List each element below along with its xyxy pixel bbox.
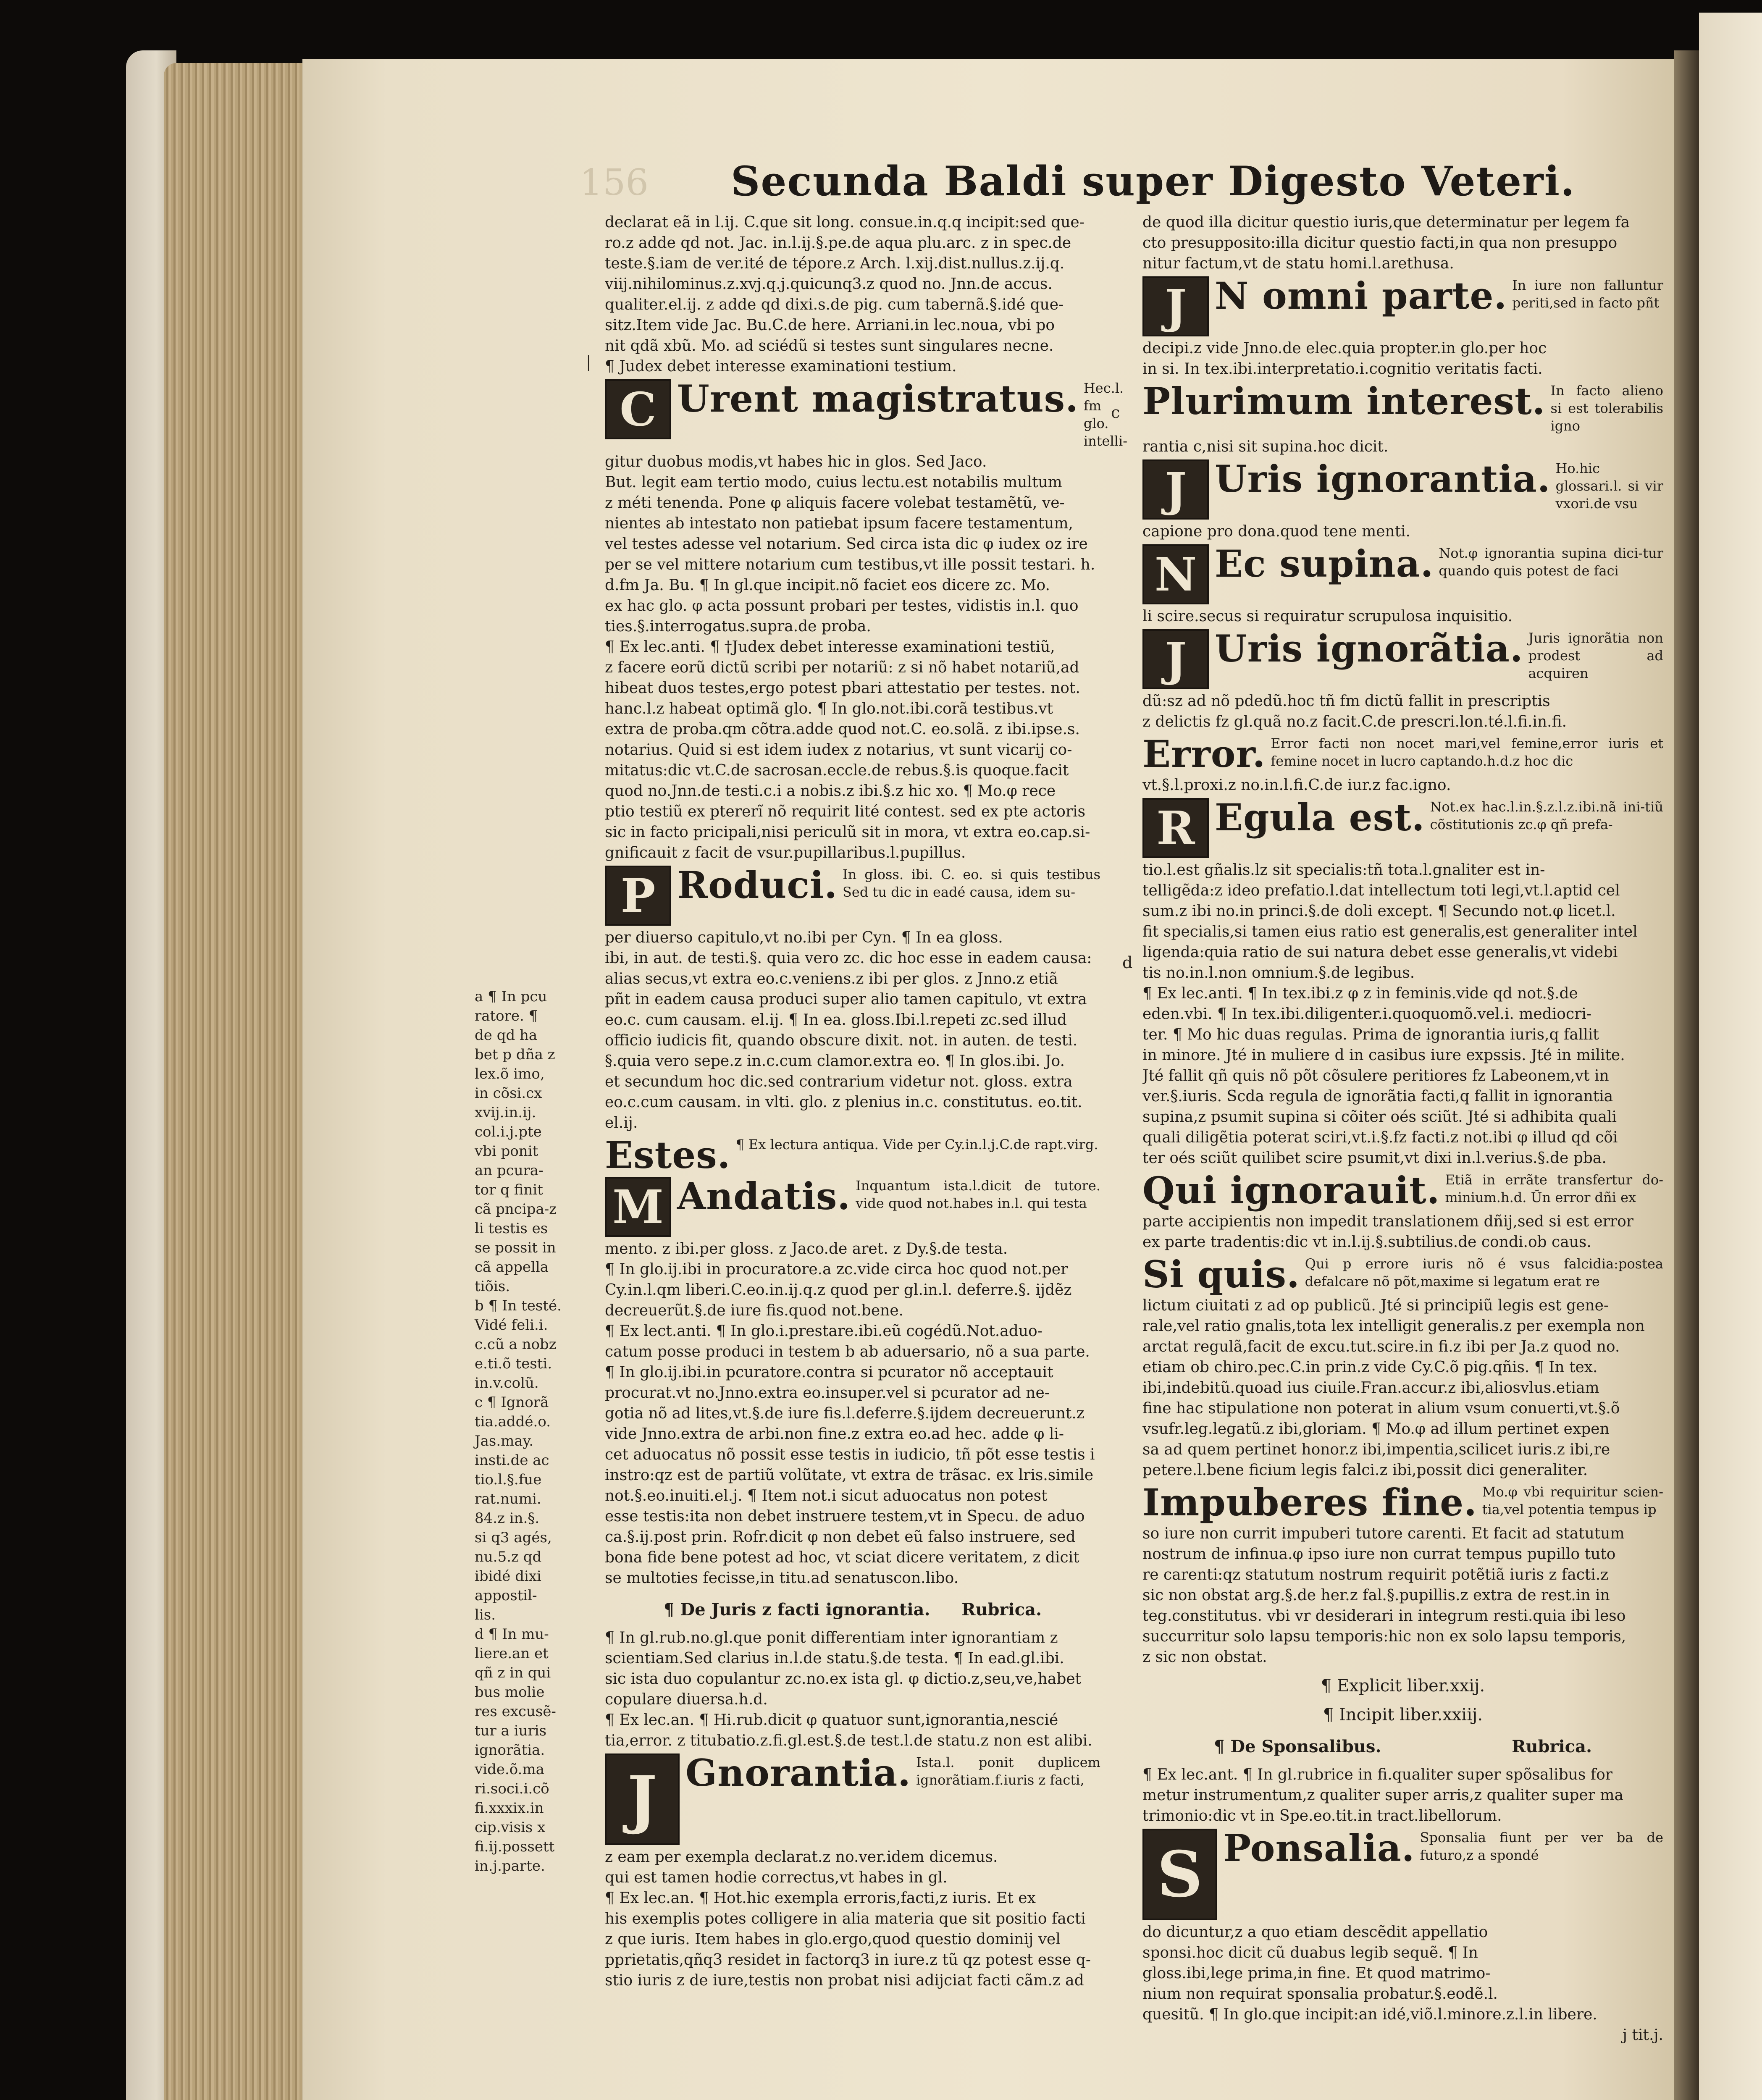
margin-note-line: tiõis.	[475, 1278, 510, 1295]
margin-note-line: lex.õ imo,	[475, 1066, 545, 1082]
right-intro-line: de quod illa dicitur questio iuris,que determinatur per legem fa	[1142, 214, 1630, 231]
ignorantia-line: pprietatis,qñq3 residet in factorq3 in iure.z tũ qz potest esse q-	[605, 1951, 1091, 1969]
curent-magistratus-line: sic in facto pricipali,nisi periculũ sit in mora, vt extra eo.cap.si-	[605, 824, 1090, 841]
produci-line: pñt in eadem causa produci super alio tamen capitulo, vt extra	[605, 991, 1087, 1008]
produci-line: eo.c. cum causam. el.ij. ¶ In ea. gloss.Ibi.l.repeti zc.sed illud	[605, 1011, 1067, 1029]
margin-note-line: lis.	[475, 1606, 496, 1623]
mandatis-line: se multoties fecisse,in titu.ad senatuscon.libo.	[605, 1570, 959, 1587]
produci-line: et secundum hoc dic.sed contrarium videtur not. gloss. extra	[605, 1073, 1073, 1090]
right-section-10-line: sic non obstat arg.§.de her.z fal.§.pupillis.z extra de rest.in in	[1142, 1587, 1610, 1604]
right-section-2-lemma: Plurimum interest.	[1142, 379, 1546, 423]
right-section-4-line: li scire.secus si requiratur scrupulosa inquisitio.	[1142, 608, 1513, 625]
book-gutter	[1674, 50, 1699, 2100]
ignorantia-line: ¶ Ex lec.an. ¶ Hot.hic exempla erroris,facti,z iuris. Et ex	[605, 1890, 1036, 1907]
sponsalia-lemma-row	[1142, 1826, 1663, 1920]
sponsalia-lemma: Ponsalia.	[1223, 1826, 1415, 1870]
right-section-9-lemma: Si quis.	[1142, 1252, 1300, 1296]
produci-lemma: Roduci.	[677, 863, 838, 907]
right-section-9-line: sa ad quem pertinet honor.z ibi,impentia,scilicet iuris.z ibi,re	[1142, 1441, 1610, 1458]
produci-note: In gloss. ibi. C. eo. si quis testibus Sed tu dic in eadé causa, idem su-	[843, 866, 1100, 900]
curent-magistratus-line: z méti tenenda. Pone φ aliquis facere volebat testamẽtũ, ve-	[605, 494, 1065, 512]
testes-lemma: Estes.	[605, 1133, 731, 1177]
right-section-7-line: sum.z ibi no.in princi.§.de doli except. ¶ Secundo not.φ licet.l.	[1142, 903, 1616, 920]
right-section-1-initial: J	[1142, 276, 1209, 336]
mandatis-lemma: Andatis.	[677, 1174, 851, 1218]
margin-note-line: c.cũ a nobz	[475, 1336, 557, 1353]
right-section-10-line: re carenti:qz statutum nostrum requirit potẽtiã iuris z facti.z	[1142, 1566, 1609, 1583]
margin-note-line: cip.visis x	[475, 1819, 546, 1836]
right-section-7-line: supina,z psumit supina si cõiter oés sciũt. Jté si adhibita quali	[1142, 1108, 1617, 1126]
margin-note-line: a ¶ In pcu	[475, 988, 547, 1005]
margin-note-line: c ¶ Ignorã	[475, 1394, 549, 1411]
right-rubric-line: trimonio:dic vt in Spe.eo.tit.in tract.libellorum.	[1142, 1807, 1502, 1824]
right-section-5-line: dũ:sz ad nõ pdedũ.hoc tñ fm dictũ fallit in prescriptis	[1142, 693, 1550, 710]
ignorantia-initial: J	[605, 1754, 680, 1845]
margin-note-line: tia.addé.o.	[475, 1413, 551, 1430]
mandatis-line: Cy.in.l.qm liberi.C.eo.in.ij.q.z quod per gl.in.l. deferre.§. ijdẽz	[605, 1281, 1072, 1299]
margin-note-line: b ¶ In testé.	[475, 1297, 562, 1314]
right-section-10-line: so iure non currit impuberi tutore carenti. Et facit ad statutum	[1142, 1525, 1625, 1542]
right-section-10-line: succurritur solo lapsu temporis:hic non ex solo lapsu temporis,	[1142, 1628, 1626, 1645]
note-letter-c: c	[1111, 403, 1120, 422]
curent-magistratus-line: hanc.l.z habeat optimã glo. ¶ In glo.not.ibi.corã testibus.vt	[605, 700, 1053, 717]
margin-note-line: e.ti.õ testi.	[475, 1355, 552, 1372]
mandatis-initial: M	[605, 1177, 671, 1237]
mandatis-line: ¶ In glo.ij.ibi.in pcuratore.contra si pcurator nõ acceptauit	[605, 1364, 1053, 1381]
right-section-2-line: rantia c,nisi sit supina.hoc dicit.	[1142, 438, 1389, 455]
facing-page-edge	[1699, 13, 1762, 2100]
testes-note: ¶ Ex lectura antiqua. Vide per Cy.in.l.j.C.de rapt.virg.	[735, 1137, 1098, 1152]
margin-note-line: an pcura-	[475, 1162, 544, 1179]
running-head: Secunda Baldi super Digesto Veteri.	[731, 158, 1576, 205]
right-section-9-line: vsufr.leg.legatũ.z ibi,gloriam. ¶ Mo.φ ad illum pertinet expen	[1142, 1420, 1610, 1438]
margin-note-line: in.j.parte.	[475, 1858, 545, 1874]
ignorantia-line: qui est tamen hodie correctus,vt habes in gl.	[605, 1869, 948, 1886]
margin-note-line: ratore. ¶	[475, 1008, 538, 1024]
ignorantia-line: his exemplis potes colligere in alia materia que sit positio facti	[605, 1910, 1086, 1927]
left-rubric-line: sic ista duo copulantur zc.no.ex ista gl. φ dictio.z,seu,ve,habet	[605, 1670, 1082, 1688]
left-rubric-line: tia,error. z titubatio.z.fi.gl.est.§.de test.l.de statu.z non est alibi.	[605, 1732, 1092, 1749]
left-rubric-label: Rubrica.	[961, 1600, 1042, 1620]
left-intro-line: teste.§.iam de ver.ité de tépore.z Arch. l.xij.dist.nullus.z.ij.q.	[605, 255, 1065, 272]
margin-note-line: bet p dña z	[475, 1046, 555, 1063]
margin-note-line: in.v.colũ.	[475, 1375, 539, 1391]
right-section-7-line: quali diligẽtia poterat sciri,vt.i.§.fz facti.z not.ibi φ illud qd cõi	[1142, 1129, 1618, 1146]
mandatis-line: catum posse produci in testem b ab aduersario, nõ a sua parte.	[605, 1343, 1090, 1360]
mandatis-line: decreuerũt.§.de iure fis.quod not.bene.	[605, 1302, 904, 1319]
left-intro-line: qualiter.el.ij. z adde qd dixi.s.de pig. cum tabernã.§.idé que-	[605, 296, 1064, 313]
right-section-6-lemma: Error.	[1142, 732, 1266, 776]
right-section-10-line: nostrum de infinua.φ ipso iure non currat tempus pupillo tuto	[1142, 1546, 1616, 1563]
left-rubric-title: ¶ De Juris z facti ignorantia.	[664, 1600, 930, 1620]
margin-note-line: nu.5.z qd	[475, 1549, 542, 1565]
curent-magistratus-line: d.fm Ja. Bu. ¶ In gl.que incipit.nõ faciet eos dicere zc. Mo.	[605, 577, 1050, 594]
margin-note-line: ri.soci.i.cõ	[475, 1780, 549, 1797]
left-intro-line: ro.z adde qd not. Jac. in.l.ij.§.pe.de aqua plu.arc. z in spec.de	[605, 234, 1071, 252]
mandatis-line: ca.§.ij.post prin. Rofr.dicit φ non debet eũ falso instruere, sed	[605, 1528, 1076, 1546]
right-section-9-line: lictum ciuitati z ad op publicũ. Jté si principiũ legis est gene-	[1142, 1297, 1609, 1314]
curent-magistratus-line: hibeat duos testes,ergo potest pbari attestatio per testes. not.	[605, 680, 1080, 697]
mandatis-line: procurat.vt no.Jnno.extra eo.insuper.vel si pcurator ad ne-	[605, 1384, 1050, 1402]
ignorantia-note: Ista.l. ponit duplicem ignorãtiam.f.iuris z facti,	[916, 1754, 1100, 1788]
left-rubric-line: ¶ Ex lec.an. ¶ Hi.rub.dicit φ quatuor sunt,ignorantia,nescié	[605, 1712, 1058, 1729]
right-section-7-line: telligẽda:z ideo prefatio.l.dat intellectum toti legi,vt.l.aptid cel	[1142, 882, 1620, 899]
mandatis-line: bona fide bene potest ad hoc, vt sciat dicere veritatem, z dicit	[605, 1549, 1079, 1566]
margin-note-line: se possit in	[475, 1239, 556, 1256]
ghost-folio: 156	[580, 162, 649, 204]
produci-line: per diuerso capitulo,vt no.ibi per Cyn. ¶ In ea gloss.	[605, 929, 1003, 946]
right-section-3-initial: J	[1142, 459, 1209, 520]
ignorantia-lemma-row	[605, 1751, 1100, 1845]
mandatis-note: Inquantum ista.l.dicit de tutore. vide quod not.habes in.l. qui testa	[856, 1178, 1100, 1211]
right-section-7-initial: R	[1142, 798, 1209, 858]
produci-line: ibi, in aut. de testi.§. quia vero zc. dic hoc esse in eadem causa:	[605, 950, 1092, 967]
right-section-3-note: Ho.hic glossari.l. si vir vxori.de vsu	[1555, 460, 1663, 512]
left-intro-line: viij.nihilominus.z.xvj.q.j.quicunq3.z quod no. Jnn.de accus.	[605, 276, 1053, 293]
right-section-7-lemma: Egula est.	[1215, 795, 1425, 839]
right-rubric-title: ¶ De Sponsalibus.	[1214, 1737, 1381, 1756]
margin-note-line: res excusẽ-	[475, 1703, 556, 1720]
sponsalia-line: quesitũ. ¶ In glo.que incipit:an idé,viõ.l.minore.z.l.in libere.	[1142, 2006, 1597, 2023]
mandatis-line: esse testis:ita non debet instruere testem,vt in Specu. de aduo	[605, 1508, 1085, 1525]
mandatis-line: vide Jnno.extra de arbi.non fine.z extra eo.ad hec. adde φ li-	[605, 1425, 1064, 1443]
margin-note-line: col.i.j.pte	[475, 1124, 542, 1140]
right-section-7-line: in minore. Jté in muliere d in casibus iure expssis. Jté in milite.	[1142, 1047, 1625, 1064]
produci-initial: P	[605, 866, 671, 926]
right-section-5-line: z delictis fz gl.quã no.z facit.C.de prescri.lon.té.l.fi.in.fi.	[1142, 713, 1567, 730]
right-section-7-line: ¶ Ex lec.anti. ¶ In tex.ibi.z φ z in feminis.vide qd not.§.de	[1142, 985, 1578, 1002]
right-section-6-note: Error facti non nocet mari,vel femine,error iuris et femine nocet in lucro captando.h.d.z hoc dic	[1271, 735, 1663, 769]
margin-note-line: vbi ponit	[475, 1143, 538, 1160]
curent-magistratus-line: notarius. Quid si est idem iudex z notarius, vt sunt vicarij co-	[605, 741, 1072, 759]
right-section-7-line: fit specialis,si tamen eius ratio est generalis,est generaliter intel	[1142, 923, 1638, 940]
margin-note-line: fi.ij.possett	[475, 1838, 555, 1855]
right-rubric	[1214, 1736, 1592, 1757]
right-section-7-line: ligenda:quia ratio de sui natura debet esse generalis,vt videbi	[1142, 944, 1618, 961]
ignorantia-line: stio iuris z de iure,testis non probat nisi adijciat facti cãm.z ad	[605, 1972, 1084, 1989]
right-section-9-line: petere.l.bene ficium legis falci.z ibi,possit dici generaliter.	[1142, 1462, 1588, 1479]
produci-lemma-row	[605, 863, 1100, 926]
margin-note-line: Vidé feli.i.	[475, 1317, 548, 1334]
margin-note-line: qñ z in qui	[475, 1664, 551, 1681]
margin-note-line: si q3 agés,	[475, 1529, 552, 1546]
right-section-3-lemma: Uris ignorantia.	[1215, 457, 1551, 501]
curent-magistratus-line: extra de proba.qm cõtra.adde quod not.C. eo.solã. z ibi.ipse.s.	[605, 721, 1080, 738]
mandatis-line: gotia nõ ad lites,vt.§.de iure fis.l.deferre.§.ijdem decreuerunt.z	[605, 1405, 1085, 1422]
right-section-8-lemma: Qui ignorauit.	[1142, 1168, 1440, 1212]
curent-magistratus-line: quod no.Jnn.de testi.c.i a nobis.z ibi.§.z hic xo. ¶ Mo.φ rece	[605, 782, 1056, 800]
right-section-10-lemma: Impuberes fine.	[1142, 1480, 1477, 1524]
curent-magistratus-note: Hec.l. fm glo. intelli-	[1083, 380, 1127, 449]
ignorantia-line: z que iuris. Item habes in glo.ergo,quod questio dominij vel	[605, 1931, 1061, 1948]
right-section-7-lemma-row	[1142, 795, 1663, 858]
right-section-7-line: ter oés sciũt quilibet scire psumit,vt dixi in.l.verius.§.de pba.	[1142, 1150, 1607, 1167]
sponsalia-initial: S	[1142, 1829, 1217, 1920]
right-section-2-lemma-row	[1142, 379, 1663, 435]
curent-magistratus-initial: C	[605, 379, 671, 439]
right-section-9-line: rale,vel ratio gnalis,tota lex intelligit generalis.z per exempla non	[1142, 1318, 1645, 1335]
margin-note-line: li testis es	[475, 1220, 548, 1237]
mandatis-line: instro:qz est de partiũ volũtate, vt extra de trãsac. ex lris.simile	[605, 1467, 1094, 1484]
right-section-9-line: ibi,indebitũ.quoad ius ciuile.Fran.accur.z ibi,aliosvlus.etiam	[1142, 1379, 1599, 1396]
right-section-6-lemma-row	[1142, 732, 1663, 776]
right-section-6-line: vt.§.l.proxi.z no.in.l.fi.C.de iur.z fac.igno.	[1142, 777, 1451, 794]
right-section-5-lemma: Uris ignorãtia.	[1215, 627, 1523, 670]
right-section-4-lemma-row	[1142, 544, 1663, 604]
margin-note-line: 84.z in.§.	[475, 1510, 540, 1527]
right-section-7-line: tis no.in.l.non omnium.§.de legibus.	[1142, 964, 1415, 982]
margin-note-line: de qd ha	[475, 1027, 538, 1044]
ignorantia-lemma: Gnorantia.	[685, 1751, 911, 1795]
left-intro-line: declarat eã in l.ij. C.que sit long. consue.in.q.q incipit:sed que-	[605, 214, 1085, 231]
margin-note-line: tor q finit	[475, 1181, 543, 1198]
right-section-8-line: parte accipientis non impedit translationem dñij,sed si est error	[1142, 1213, 1633, 1230]
left-intro-line: nit qdã xbũ. Mo. ad sciédũ si testes sunt singulares necne.	[605, 337, 1054, 354]
curent-magistratus-line: ptio testiũ ex ptererĩ nõ requirit lité contest. sed ex pte actoris	[605, 803, 1086, 820]
margin-note-line: cã appella	[475, 1259, 549, 1276]
curent-magistratus-line: ex hac glo. φ acta possunt probari per testes, vidistis in.l. quo	[605, 597, 1079, 614]
margin-note-line: bus molie	[475, 1684, 545, 1701]
curent-magistratus-line: mitatus:dic vt.C.de sacrosan.eccle.de rebus.§.is quoque.facit	[605, 762, 1069, 779]
left-rubric-line: copulare diuersa.h.d.	[605, 1691, 768, 1708]
right-section-10-lemma-row	[1142, 1480, 1663, 1524]
sponsalia-line: gloss.ibi,lege prima,in fine. Et quod matrimo-	[1142, 1965, 1491, 1982]
curent-magistratus-line: ¶ Ex lec.anti. ¶ †Judex debet interesse examinationi testiũ,	[605, 638, 1055, 656]
margin-note-line: in cõsi.cx	[475, 1085, 542, 1102]
mandatis-line: mento. z ibi.per gloss. z Jaco.de aret. z Dy.§.de testa.	[605, 1240, 1008, 1257]
left-rubric-line: ¶ In gl.rub.no.gl.que ponit differentiam inter ignorantiam z	[605, 1629, 1058, 1646]
produci-line: eo.c.cum causam. in vlti. glo. z plenius in.c. constitutus. eo.tit.	[605, 1094, 1082, 1111]
right-section-1-line: in si. In tex.ibi.interpretatio.i.cognitio veritatis facti.	[1142, 360, 1543, 378]
right-section-9-line: arctat regulã,facit de excu.tut.scire.in fi.z ibi per Ja.z quod no.	[1142, 1338, 1620, 1355]
right-section-7-line: Jté fallit qñ quis nõ põt cõsulere peritiores fz Labeonem,vt in	[1142, 1067, 1609, 1084]
margin-note-line: vide.õ.ma	[475, 1761, 544, 1778]
right-section-9-note: Qui p errore iuris nõ é vsus falcidia:postea defalcare nõ põt,maxime si legatum erat re	[1305, 1256, 1663, 1289]
margin-notes	[475, 987, 575, 1876]
right-section-2-note: In facto alieno si est tolerabilis igno	[1550, 383, 1663, 434]
right-rubric-line: metur instrumentum,z qualiter super arris,z qualiter super ma	[1142, 1787, 1623, 1804]
note-letter-d: d	[1122, 953, 1133, 972]
curent-magistratus-line: gitur duobus modis,vt habes hic in glos. Sed Jaco.	[605, 453, 987, 470]
right-section-8-lemma-row	[1142, 1168, 1663, 1212]
produci-line: el.ij.	[605, 1114, 638, 1131]
sponsalia-line: do dicuntur,z a quo etiam descẽdit appellatio	[1142, 1924, 1488, 1941]
margin-note-line: fi.xxxix.in	[475, 1800, 544, 1816]
curent-magistratus-line: ties.§.interrogatus.supra.de proba.	[605, 618, 871, 635]
ignorantia-line: z eam per exempla declarat.z no.ver.idem dicemus.	[605, 1848, 998, 1866]
right-rubric-label: Rubrica.	[1512, 1737, 1592, 1756]
curent-magistratus-line: nientes ab intestato non patiebat ipsum facere testamentum,	[605, 515, 1074, 532]
right-section-1-line: decipi.z vide Jnno.de elec.quia propter.in glo.per hoc	[1142, 340, 1547, 357]
incipit-liber: ¶ Incipit liber.xxiij.	[1323, 1705, 1483, 1725]
mandatis-line: ¶ In glo.ij.ibi in procuratore.a zc.vide circa hoc quod not.per	[605, 1261, 1068, 1278]
curent-magistratus-line: z facere eorũ dictũ scribi per notariũ: z si nõ habet notariũ,ad	[605, 659, 1079, 676]
right-section-5-initial: J	[1142, 629, 1209, 689]
curent-magistratus-line: vel testes adesse vel notarium. Sed circa ista dic φ iudex oz ire	[605, 536, 1088, 553]
catchword: j tit.j.	[1622, 2026, 1663, 2044]
right-section-9-lemma-row	[1142, 1252, 1663, 1296]
right-section-9-line: etiam ob chiro.pec.C.in prin.z vide Cy.C.õ pig.qñis. ¶ In tex.	[1142, 1359, 1598, 1376]
margin-note-line: cã pncipa-z	[475, 1201, 557, 1218]
margin-note-line: rat.numi.	[475, 1491, 541, 1507]
right-section-1-lemma: N omni parte.	[1215, 274, 1507, 318]
right-section-8-line: ex parte tradentis:dic vt in.l.ij.§.subtilius.de condi.ob caus.	[1142, 1234, 1591, 1251]
testes-lemma-row	[605, 1133, 1100, 1177]
curent-magistratus-line: But. legit eam tertio modo, cuius lectu.est notabilis multum	[605, 474, 1062, 491]
margin-note-line: tur a iuris	[475, 1722, 547, 1739]
right-section-7-line: ter. ¶ Mo hic duas regulas. Prima de ignorantia iuris,q fallit	[1142, 1026, 1599, 1043]
curent-magistratus-line: per se vel mittere notarium cum testibus,vt ille possit testari. h.	[605, 556, 1095, 573]
mandatis-line: not.§.eo.inuiti.el.j. ¶ Item not.i sicut aduocatus non potest	[605, 1487, 1048, 1504]
right-rubric-line: ¶ Ex lec.ant. ¶ In gl.rubrice in fi.qualiter super spõsalibus for	[1142, 1766, 1612, 1783]
right-section-7-line: eden.vbi. ¶ In tex.ibi.diligenter.i.quoquomõ.vel.i. mediocri-	[1142, 1005, 1591, 1023]
right-section-8-note: Etiã in errãte transfertur do-minium.h.d. Ũn error dñi ex	[1445, 1172, 1663, 1205]
right-section-10-note: Mo.φ vbi requiritur scien-tia,vel potentia tempus ip	[1482, 1484, 1663, 1517]
mandatis-line: ¶ Ex lect.anti. ¶ In glo.i.prestare.ibi.eũ cogédũ.Not.aduo-	[605, 1323, 1042, 1340]
margin-note-line: ibidé dixi	[475, 1568, 541, 1585]
right-section-3-line: capione pro dona.quod tene menti.	[1142, 523, 1411, 540]
curent-magistratus-lemma-row	[605, 377, 1127, 450]
right-section-1-lemma-row	[1142, 276, 1663, 336]
margin-note-line: liere.an et	[475, 1645, 549, 1662]
sponsalia-note: Sponsalia fiunt per ver ba de futuro,z a spondé	[1420, 1830, 1663, 1863]
margin-note-line: insti.de ac	[475, 1452, 549, 1469]
right-intro-line: cto presupposito:illa dicitur questio facti,in qua non presuppo	[1142, 234, 1618, 252]
left-rubric-line: scientiam.Sed clarius in.l.de statu.§.de testa. ¶ In ead.gl.ibi.	[605, 1650, 1064, 1667]
margin-note-line: appostil-	[475, 1587, 537, 1604]
sponsalia-line: nium non requirat sponsalia probatur.§.eodẽ.l.	[1142, 1985, 1498, 2003]
curent-magistratus-lemma: Urent magistratus.	[677, 377, 1079, 420]
right-section-4-note: Not.φ ignorantia supina dici-tur quando quis potest de faci	[1439, 545, 1663, 579]
right-section-5-lemma-row	[1142, 629, 1663, 689]
produci-line: officio iudicis fit, quando obscure dixit. not. in auten. de testi.	[605, 1032, 1078, 1049]
right-intro-line: nitur factum,vt de statu homi.l.arethusa.	[1142, 255, 1454, 272]
right-text-column	[1142, 212, 1663, 2045]
right-section-7-line: ver.§.iuris. Scda regula de ignorãtia facti,q fallit in ignorantia	[1142, 1088, 1613, 1105]
left-intro-line: ¶ Judex debet interesse examinationi testium.	[605, 358, 957, 375]
right-section-7-line: tio.l.est gñalis.lz sit specialis:tñ tota.l.gnaliter est in-	[1142, 861, 1545, 879]
right-section-7-note: Not.ex hac.l.in.§.z.l.z.ibi.nã ini-tiũ cõstitutionis zc.φ qñ prefa-	[1430, 799, 1663, 832]
left-rubric	[664, 1599, 1042, 1620]
right-section-1-note: In iure non falluntur periti,sed in facto pñt	[1512, 277, 1663, 311]
margin-note-line: Jas.may.	[475, 1433, 534, 1449]
margin-note-line: d ¶ In mu-	[475, 1626, 549, 1643]
margin-note-line: tio.l.§.fue	[475, 1471, 542, 1488]
curent-magistratus-line: gnificauit z facit de vsur.pupillaribus.l.pupillus.	[605, 844, 966, 861]
right-section-3-lemma-row	[1142, 459, 1663, 520]
mandatis-lemma-row	[605, 1174, 1100, 1237]
right-section-4-initial: N	[1142, 544, 1209, 604]
left-text-column	[605, 212, 1127, 1991]
mandatis-line: cet aduocatus nõ possit esse testis in iudicio, tñ põt esse testis i	[605, 1446, 1095, 1463]
right-section-4-lemma: Ec supina.	[1215, 542, 1434, 585]
right-section-9-line: fine hac stipulatione non poterat in alium vsum conuerti,vt.§.õ	[1142, 1400, 1620, 1417]
produci-line: §.quia vero sepe.z in.c.cum clamor.extra eo. ¶ In glos.ibi. Jo.	[605, 1053, 1065, 1070]
right-section-10-line: z sic non obstat.	[1142, 1648, 1267, 1666]
margin-note-line: ignorãtia.	[475, 1742, 545, 1759]
margin-note-line: xvij.in.ij.	[475, 1104, 536, 1121]
book-page-edges	[164, 63, 302, 2100]
right-section-5-note: Juris ignorãtia non prodest ad acquiren	[1528, 630, 1663, 681]
left-intro-line: sitz.Item vide Jac. Bu.C.de here. Arriani.in lec.noua, vbi po	[605, 317, 1055, 334]
explicit-liber: ¶ Explicit liber.xxij.	[1321, 1676, 1485, 1696]
margin-pilcrow-1: |	[586, 353, 591, 371]
sponsalia-line: sponsi.hoc dicit cũ duabus legib sequẽ. ¶ In	[1142, 1944, 1478, 1961]
right-section-10-line: teg.constitutus. vbi vr desiderari in integrum resti.quia ibi leso	[1142, 1607, 1626, 1625]
produci-line: alias secus,vt extra eo.c.veniens.z ibi per glos. z Jnno.z etiã	[605, 970, 1058, 987]
